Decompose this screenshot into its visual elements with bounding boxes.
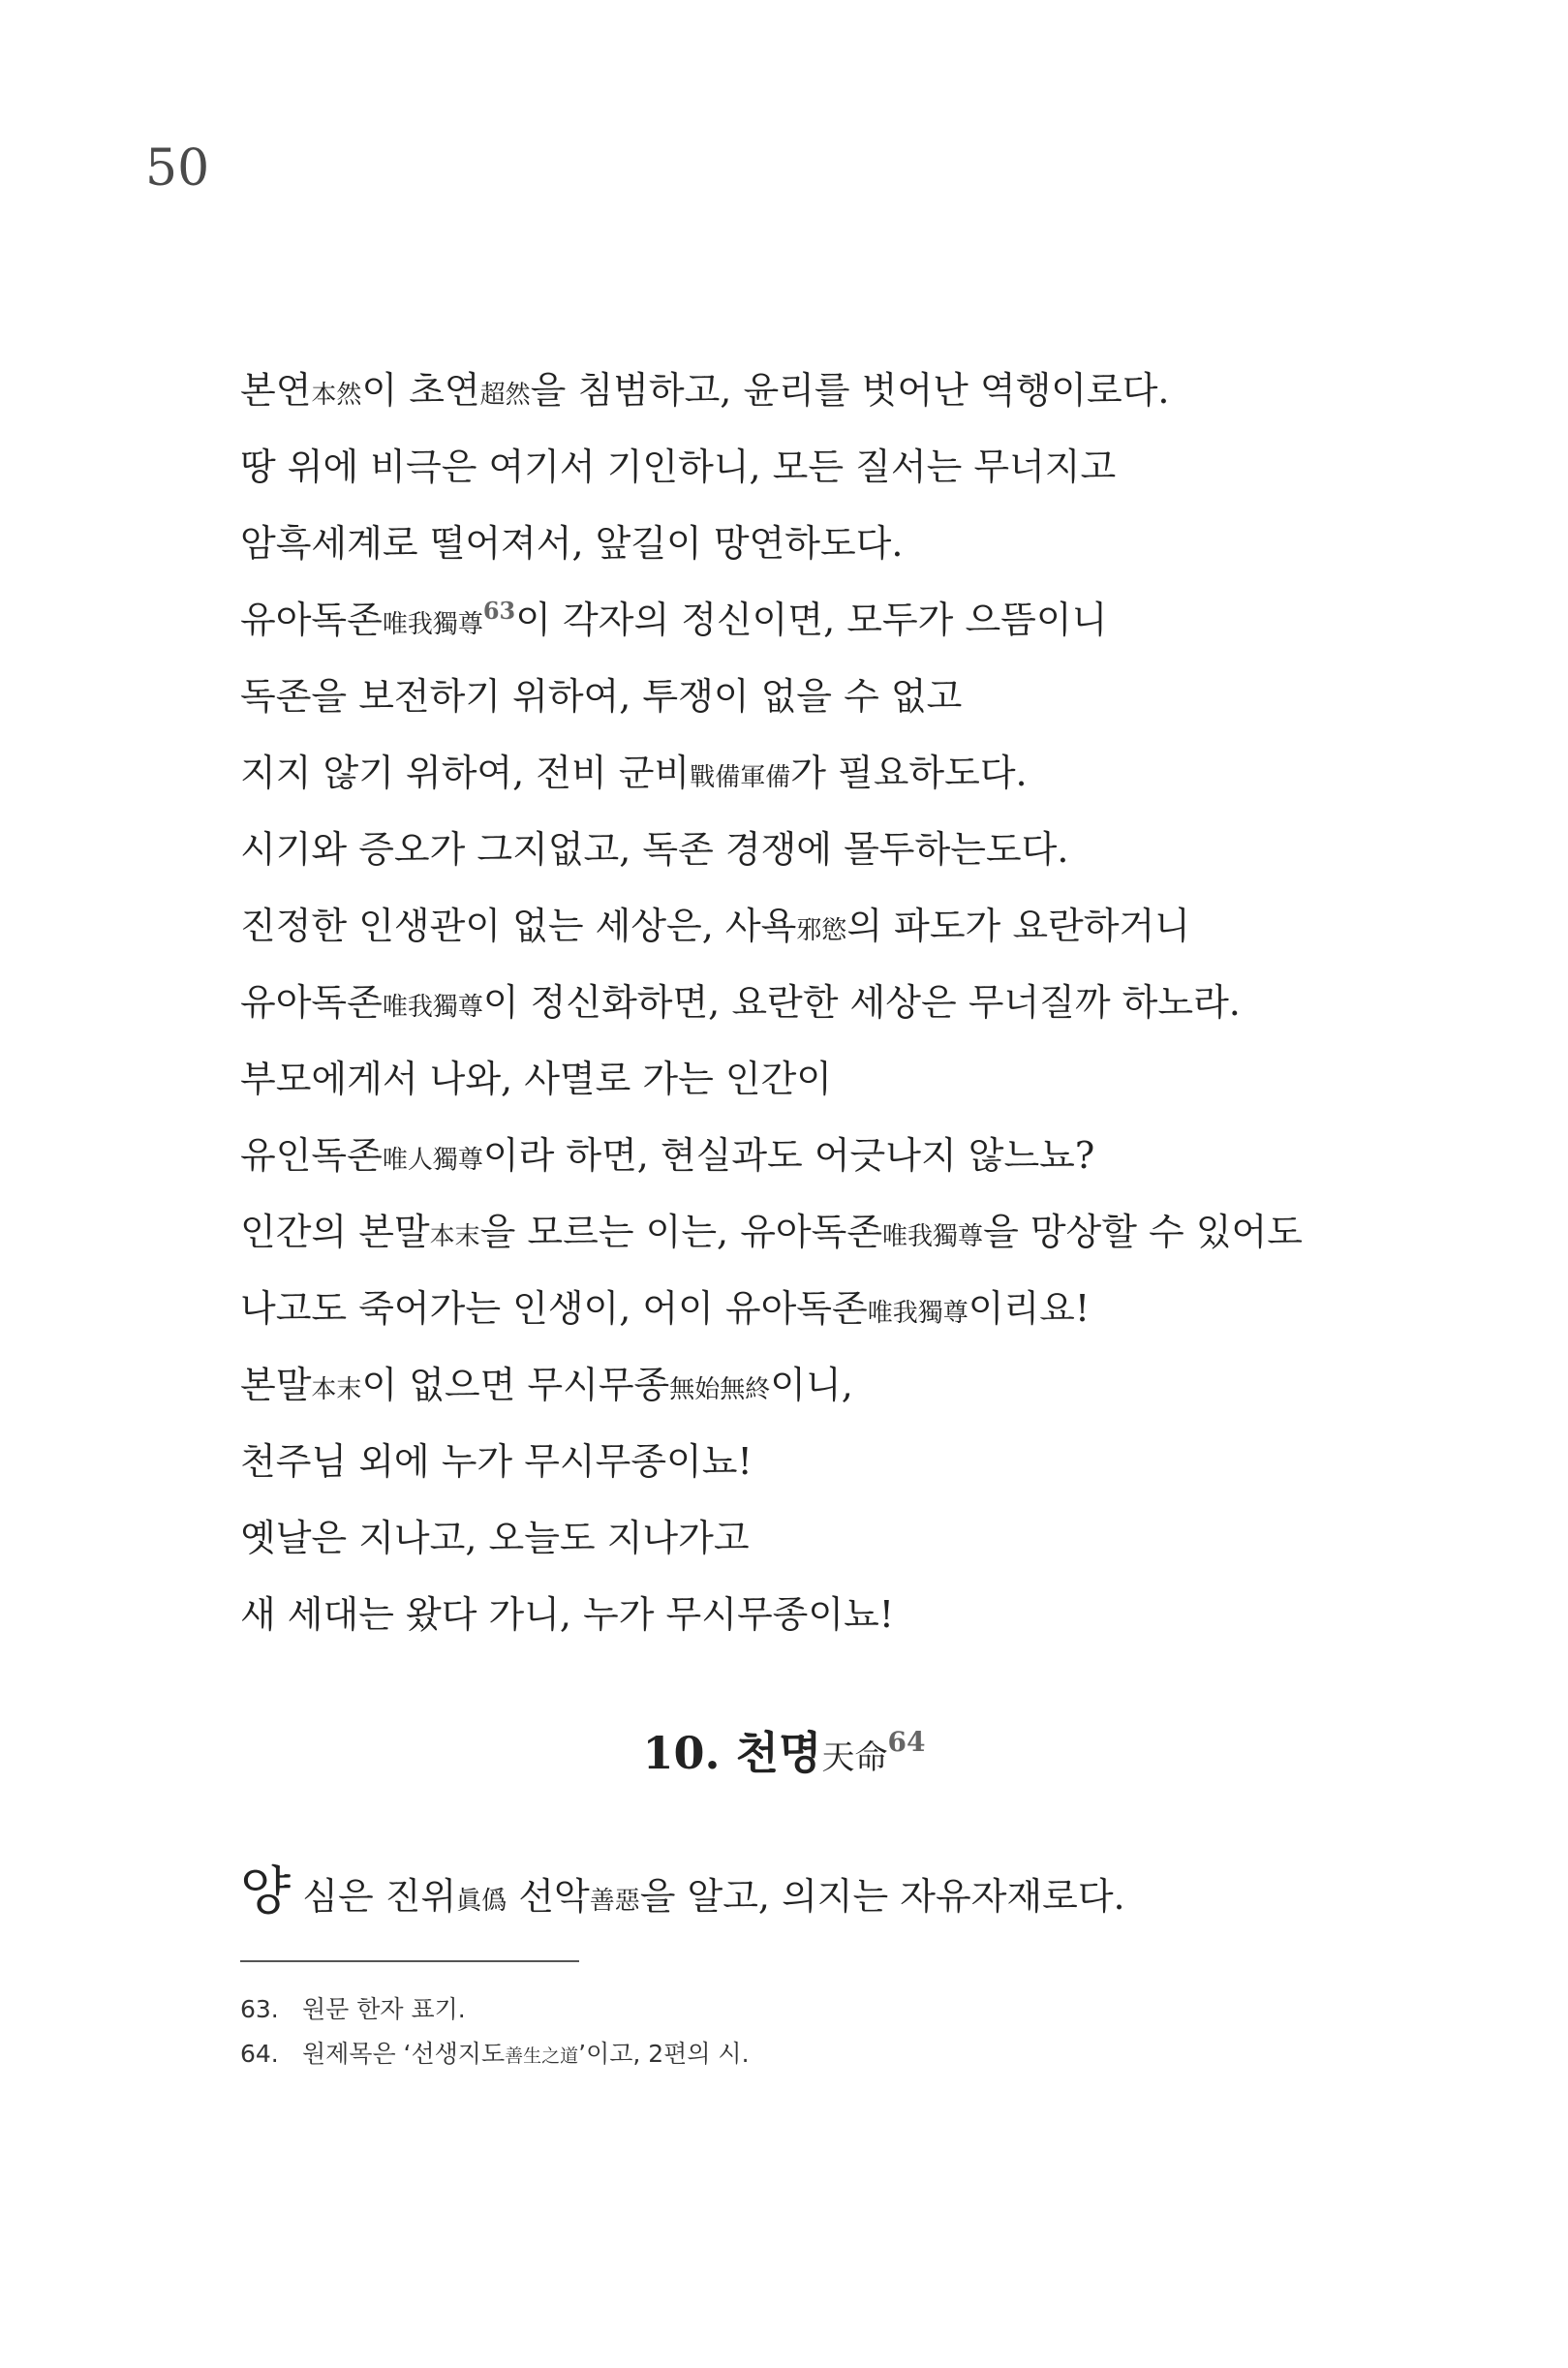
- poem-line: [240, 429, 1383, 506]
- text-run: 옛날은 지나고, 오늘도 지나가고: [240, 1517, 750, 1559]
- text-run: 암흑세계로 떨어져서, 앞길이 망연하도다.: [240, 522, 904, 565]
- poem-line: [240, 812, 1383, 888]
- section-title-hanja: 天命: [821, 1738, 888, 1777]
- hanja-gloss: 善生之道: [505, 2045, 579, 2067]
- poem-line: [240, 582, 1383, 659]
- poem-line: [240, 1118, 1383, 1194]
- poem-line: [240, 506, 1383, 582]
- text-run: 을 침범하고, 윤리를 벗어난 역행이로다.: [530, 369, 1170, 412]
- text-run: 원문 한자 표기.: [302, 1995, 466, 2023]
- hanja-gloss: 唯我獨尊: [882, 1222, 984, 1251]
- text-run: 새 세대는 왔다 가니, 누가 무시무종이뇨!: [240, 1593, 895, 1636]
- footnote: [240, 1987, 1383, 2032]
- hanja-gloss: 本然: [311, 381, 362, 410]
- poem-line: [240, 1500, 1383, 1577]
- hanja-gloss: 戰備軍備: [690, 763, 791, 792]
- poem-line: [240, 1194, 1383, 1271]
- text-run: 본말: [240, 1364, 312, 1406]
- text-run: 독존을 보전하기 위하여, 투쟁이 없을 수 없고: [240, 675, 963, 718]
- hanja-gloss: 本末: [429, 1222, 480, 1251]
- text-run: 부모에게서 나와, 사멸로 가는 인간이: [240, 1058, 833, 1100]
- section-number: 10.: [642, 1727, 721, 1779]
- poem-line: [240, 888, 1383, 965]
- poem-line: [240, 965, 1383, 1041]
- footnote-ref[interactable]: 63: [482, 597, 516, 625]
- poem-line: [240, 1424, 1383, 1500]
- poem-line: [240, 1577, 1383, 1653]
- footnote-number: 63.: [240, 1995, 279, 2023]
- text-run: 유인독존: [240, 1134, 383, 1177]
- hanja-gloss: 超然: [479, 381, 531, 410]
- section-first-line: [240, 1858, 1125, 1935]
- poem-line: [240, 659, 1383, 735]
- hanja-gloss: 唯我獨尊: [382, 610, 483, 639]
- text-run: 가 필요하도다.: [790, 752, 1028, 794]
- hanja-gloss: 邪慾: [796, 916, 847, 945]
- text-run: 심은 진위: [302, 1875, 457, 1918]
- hanja-gloss: 唯我獨尊: [867, 1299, 968, 1328]
- hanja-gloss: 無始無終: [669, 1375, 771, 1404]
- text-run: 을 알고, 의지는 자유자재로다.: [639, 1875, 1125, 1918]
- poem-line: [240, 735, 1383, 812]
- text-run: 지지 않기 위하여, 전비 군비: [240, 752, 691, 794]
- poem-line: [240, 1041, 1383, 1118]
- text-run: 시기와 증오가 그지없고, 독존 경쟁에 몰두하는도다.: [240, 828, 1069, 871]
- text-run: 이라 하면, 현실과도 어긋나지 않느뇨?: [482, 1134, 1095, 1177]
- text-run: 땅 위에 비극은 여기서 기인하니, 모든 질서는 무너지고: [240, 446, 1117, 488]
- text-run: 선악: [507, 1875, 590, 1918]
- drop-cap: 양: [240, 1861, 292, 1922]
- text-run: 천주님 외에 누가 무시무종이뇨!: [240, 1440, 753, 1483]
- text-run: 진정한 인생관이 없는 세상은, 사욕: [240, 905, 797, 947]
- text-run: 이 정신화하면, 요란한 세상은 무너질까 하노라.: [482, 981, 1241, 1024]
- text-run: 을 망상할 수 있어도: [983, 1211, 1303, 1253]
- text-run: 이리요!: [968, 1287, 1091, 1330]
- poem-line: [240, 1271, 1383, 1347]
- text-run: 원제목은 ‘선생지도: [302, 2040, 506, 2068]
- page-number: 50: [145, 139, 210, 198]
- text-run: 이 초연: [361, 369, 480, 412]
- text-run: 인간의 본말: [240, 1211, 430, 1253]
- text-run: 을 모르는 이는, 유아독존: [479, 1211, 883, 1253]
- text-run: 이니,: [770, 1364, 853, 1406]
- hanja-gloss: 本末: [311, 1375, 362, 1404]
- text-run: 이 각자의 정신이면, 모두가 으뜸이니: [515, 599, 1108, 641]
- text-run: 본연: [240, 369, 312, 412]
- text-run: 나고도 죽어가는 인생이, 어이 유아독존: [240, 1287, 868, 1330]
- footnotes: [240, 1987, 1383, 2076]
- section-heading: [0, 1724, 1568, 1789]
- poem-line: [240, 1347, 1383, 1424]
- poem-body: [240, 353, 1383, 1653]
- text-run: 의 파도가 요란하거니: [846, 905, 1190, 947]
- hanja-gloss: 善惡: [589, 1887, 640, 1916]
- text-run: 유아독존: [240, 599, 383, 641]
- section-title: 천명: [735, 1727, 822, 1779]
- footnote-number: 64.: [240, 2040, 279, 2068]
- footnote-ref-64[interactable]: 64: [887, 1726, 926, 1758]
- hanja-gloss: 唯我獨尊: [382, 993, 483, 1022]
- footnote: [240, 2032, 1383, 2076]
- hanja-gloss: 眞僞: [456, 1887, 507, 1916]
- hanja-gloss: 唯人獨尊: [382, 1146, 483, 1175]
- text-run: 유아독존: [240, 981, 383, 1024]
- text-run: 이 없으면 무시무종: [361, 1364, 670, 1406]
- text-run: ’이고, 2편의 시.: [578, 2040, 750, 2068]
- poem-line: [240, 353, 1383, 429]
- footnote-divider: [240, 1960, 579, 1962]
